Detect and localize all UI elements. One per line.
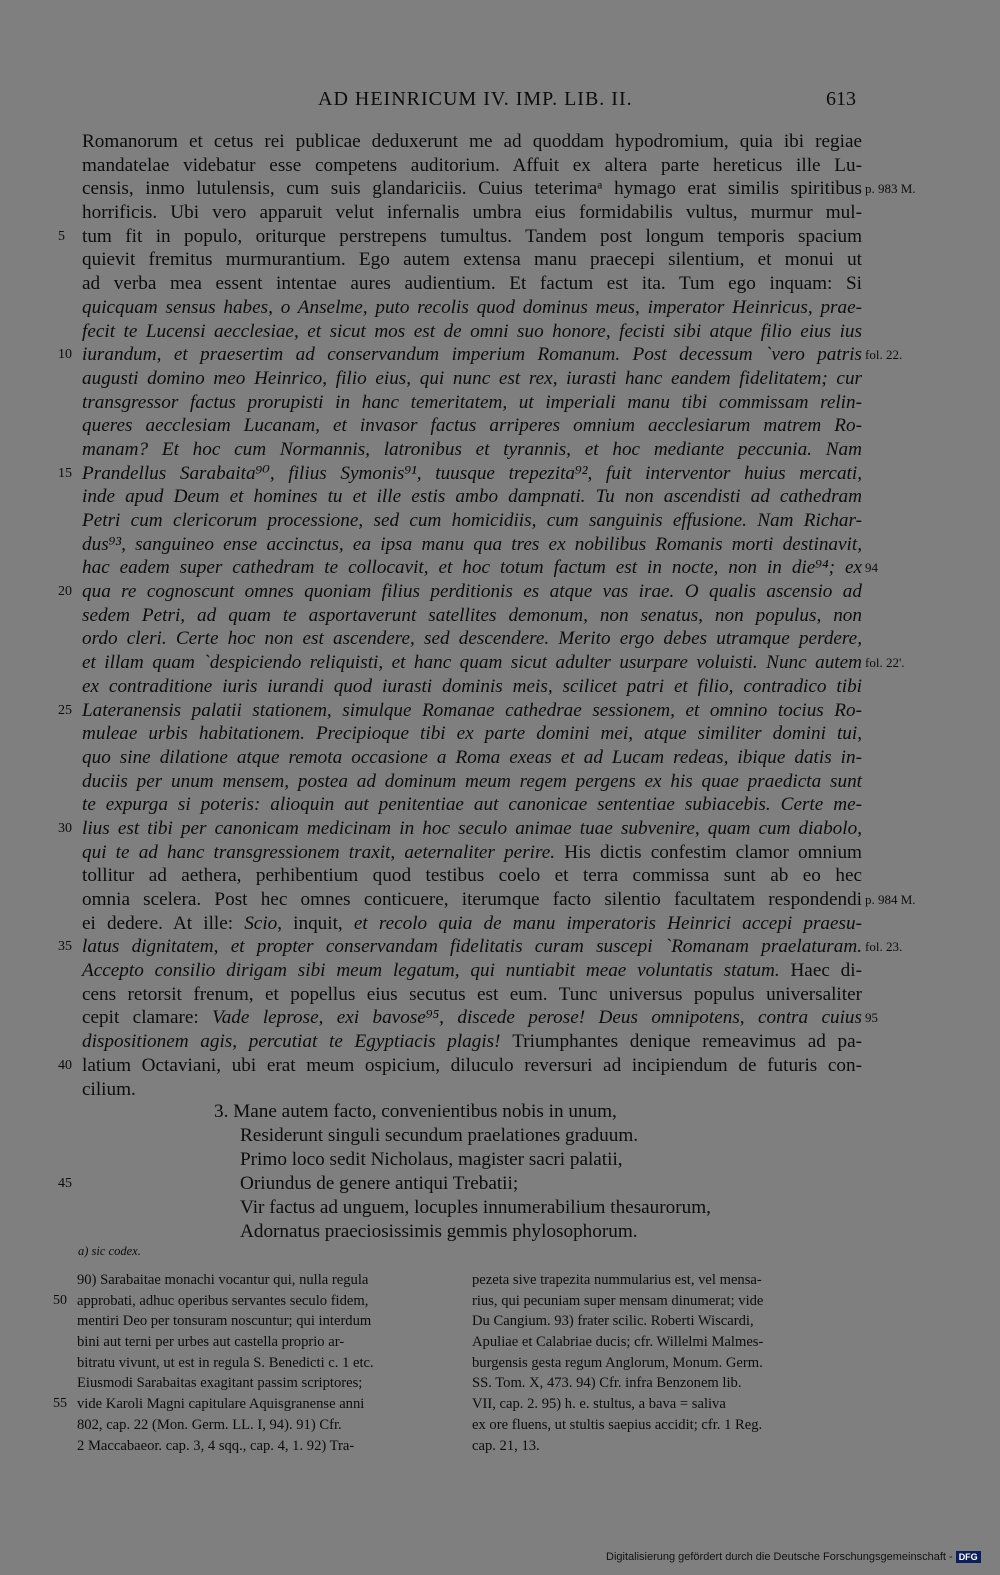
text-line: [82, 627, 862, 651]
footnotes-right-column: [472, 1270, 857, 1456]
text-line: [82, 1030, 862, 1054]
footnote-text: burgensis gesta regum Anglorum, Monum. Germ.: [472, 1354, 763, 1371]
verse-text: Primo loco sedit Nicholaus, magister sacri palatii,: [240, 1149, 623, 1170]
line-text: iurandum, et praesertim ad conservandum imperium Romanum. Post decessum `vero patris: [82, 344, 862, 366]
text-line: [82, 320, 862, 344]
line-text: tollitur ad aethera, perhibentium quod testibus coelo et terra commissa sunt ab eo hec: [82, 865, 862, 887]
line-text: te expurga si poteris: alioquin aut penitentiae aut canonicae sententiae subiacebis. Certe me-: [82, 794, 862, 816]
roman-segment: cepit clamare:: [82, 1007, 213, 1029]
text-line: [82, 248, 862, 272]
verse-line: [214, 1220, 814, 1244]
footnote-line: [77, 1353, 457, 1374]
line-text: quievit fremitus murmurantium. Ego autem extensa manu praecepi silentium, et monui ut: [82, 249, 862, 271]
line-text: ad verba mea essent intentae aures audientium. Et factum est ita. Tum ego inquam: Si: [82, 273, 862, 295]
text-line: [82, 770, 862, 794]
line-text: transgressor factus prorupisti in hanc temeritatem, ut imperiali manu tibi commissam relin-: [82, 391, 862, 413]
footnote-line: [472, 1436, 857, 1457]
text-line: [82, 746, 862, 770]
margin-note: p. 984 M.: [865, 892, 916, 907]
margin-note: fol. 22'.: [865, 655, 905, 671]
footer-credit: [606, 1551, 981, 1563]
text-line: [82, 793, 862, 817]
line-number: 55: [53, 1396, 67, 1412]
line-text: tum fit in populo, oriturque perstrepens tumultus. Tandem post longum temporis spacium: [82, 225, 862, 247]
text-line: [82, 959, 862, 983]
footnote-line: [472, 1291, 857, 1312]
text-line: [82, 604, 862, 628]
text-line: [82, 533, 862, 557]
text-line: [82, 912, 862, 936]
line-number: 25: [58, 702, 72, 718]
line-text: et illam quam `despiciendo reliquisti, et hanc quam sicut adulter usurpare voluisti. Nunc autem: [82, 652, 862, 674]
footnote-text: mentiri Deo per tonsuram noscuntur; qui interdum: [77, 1313, 372, 1330]
line-text: Prandellus Sarabaita⁹⁰, filius Symonis⁹¹, tuusque trepezita⁹², fuit interventor huius mercati,: [82, 462, 862, 484]
footnote-text: Eiusmodi Sarabaitas exagitant passim scriptores;: [77, 1375, 363, 1392]
footnote-a: a) sic codex.: [78, 1244, 141, 1258]
text-line: [58, 462, 862, 486]
margin-note: fol. 22.: [865, 347, 903, 363]
line-text: inde apud Deum et homines tu et ille estis ambo dampnati. Tu non ascendisti ad cathedram: [82, 486, 862, 508]
line-text: horrificis. Ubi vero apparuit velut infernalis umbra eius formidabilis vultus, murmur mul-: [82, 202, 862, 224]
text-line: [58, 343, 903, 367]
line-text: cilium.: [82, 1078, 136, 1100]
line-number: 40: [58, 1057, 72, 1073]
line-text: mandatelae videbatur esse competens auditorium. Affuit ex altera parte hereticus ille Lu-: [82, 154, 862, 176]
verse-line: [214, 1148, 814, 1172]
page-number: 613: [826, 88, 856, 110]
text-line: [58, 1054, 862, 1078]
footnote-text: 90) Sarabaitae monachi vocantur qui, nulla regula: [77, 1272, 369, 1288]
line-text: lius est tibi per canonicam medicinam in hoc seculo animae tuae subvenire, quam cum diabolo,: [82, 817, 862, 839]
line-text: sedem Petri, ad quam te asportaverunt satellites demonum, non senatus, non populus, non: [82, 604, 862, 626]
text-line: [58, 699, 862, 723]
footnote-text: cap. 21, 13.: [472, 1437, 540, 1454]
footnote-line: [77, 1436, 457, 1457]
verse-text: Residerunt singuli secundum praelationes graduum.: [240, 1125, 639, 1146]
line-number: 35: [58, 939, 72, 955]
text-line: [58, 817, 862, 841]
line-text: ex contraditione iuris iurandi quod iurasti dominis meis, scilicet patri et filio, contradico tibi: [82, 675, 862, 697]
margin-note: p. 983 M.: [865, 181, 916, 197]
text-line: [82, 296, 862, 320]
footnote-text: bitratu vivunt, ut est in regula S. Benedicti c. 1 etc.: [77, 1354, 374, 1371]
roman-segment: Triumphantes denique remeavimus ad pa-: [512, 1031, 862, 1053]
footnote-line: [77, 1311, 457, 1332]
footnote-text: 802, cap. 22 (Mon. Germ. LL. I, 94). 91) Cfr.: [77, 1416, 342, 1433]
text-line: [82, 509, 862, 533]
line-text: quo sine dilatione atque remota occasione a Roma exeas et ad Lucam redeas, ibique datis in-: [82, 746, 862, 768]
footnote-line: [77, 1270, 457, 1291]
line-text: quicquam sensus habes, o Anselme, puto recolis quod dominus meus, imperator Heinricus, prae-: [82, 296, 862, 318]
margin-note: 95: [865, 1010, 878, 1026]
line-text: manam? Et hoc cum Normannis, latronibus et tyrannis, et hoc mediante peccunia. Nam: [82, 438, 862, 460]
footer-text: Digitalisierung gefördert durch die Deutsche Forschungsgemeinschaft -: [606, 1551, 953, 1563]
line-text: [82, 1007, 862, 1028]
text-line: [82, 556, 878, 580]
italic-segment: qui te ad hanc transgressionem traxit, aeternaliter perire.: [82, 841, 565, 863]
italic-segment: Vade leprose, exi bavose⁹⁵, discede perose! Deus omnipotens, contra cuius: [212, 1007, 862, 1029]
verse-line: [58, 1172, 814, 1196]
line-text: Petri cum clericorum processione, sed cum homicidiis, cum sanguinis effusione. Nam Richar-: [82, 510, 862, 531]
text-line: [82, 722, 862, 746]
text-line: [82, 651, 905, 675]
footnote-line: [53, 1291, 457, 1312]
margin-note: fol. 23.: [865, 939, 903, 955]
running-title: AD HEINRICUM IV. IMP. LIB. II.: [318, 88, 633, 110]
line-text: queres aecclesiam Lucanam, et invasor factus arriperes omnium aecclesiarum matrem Ro-: [82, 415, 862, 437]
text-line: [82, 201, 862, 225]
page-header: [0, 88, 1000, 118]
footnote-line: [472, 1353, 857, 1374]
text-line: [82, 864, 862, 888]
text-line: [82, 841, 862, 865]
footnote-line: [472, 1415, 857, 1436]
text-line: [82, 1078, 862, 1102]
line-text: latus dignitatem, et propter conservandam fidelitatis curam suscepi `Romanam praelaturam.: [82, 936, 862, 958]
text-line: [58, 225, 862, 249]
line-number: 5: [58, 228, 65, 244]
footnotes-left-column: [53, 1270, 457, 1456]
text-line: [82, 154, 862, 178]
verse-line: [214, 1100, 814, 1124]
footnote-line: [472, 1311, 857, 1332]
footnote-line: [472, 1373, 857, 1394]
text-line: [82, 391, 862, 415]
verse-line: [214, 1196, 814, 1220]
text-line: [82, 983, 862, 1007]
line-number: 10: [58, 347, 72, 363]
roman-segment: ei dedere. At ille:: [82, 912, 245, 934]
footnote-text: vide Karoli Magni capitulare Aquisgranense anni: [77, 1396, 365, 1413]
footnote-line: [472, 1394, 857, 1415]
line-text: [82, 842, 862, 863]
verse-text: Adornatus praeciosissimis gemmis phylosophorum.: [240, 1221, 638, 1242]
line-text: fecit te Lucensi aecclesiae, et sicut mos est de omni suo honore, fecisti sibi atque filio eius ius: [82, 320, 862, 342]
footnote-text: 2 Maccabaeor. cap. 3, 4 sqq., cap. 4, 1. 92) Tra-: [77, 1437, 355, 1454]
verse-text: 3. Mane autem facto, convenientibus nobis in unum,: [214, 1101, 617, 1122]
roman-segment: Haec di-: [790, 960, 862, 982]
text-line: [82, 1006, 878, 1030]
line-text: hac eadem super cathedram te collocavit, et hoc totum factum est in nocte, non in die⁹⁴; ex: [82, 557, 862, 579]
italic-segment: dispositionem agis, percutiat te Egyptiacis plagis!: [82, 1031, 513, 1053]
line-text: [82, 913, 862, 934]
roman-segment: His dictis confestim clamor omnium: [564, 841, 862, 863]
footnote-text: pezeta sive trapezita nummularius est, vel mensa-: [472, 1272, 762, 1288]
line-text: dus⁹³, sanguineo ense accinctus, ea ipsa manu qua tres ex nobilibus Romanis morti destinavit,: [82, 533, 862, 555]
footnote-line: [77, 1332, 457, 1353]
line-text: ordo cleri. Certe hoc non est ascendere, sed descendere. Merito ergo debes utramque perdere,: [82, 628, 862, 650]
line-text: Lateranensis palatii stationem, simulque Romanae cathedrae sessionem, et omnino tocius Ro-: [82, 699, 862, 721]
roman-segment: , inquit,: [277, 912, 354, 934]
line-number: 50: [53, 1292, 67, 1308]
footnote-text: bini aut terni per urbes aut castella proprio ar-: [77, 1334, 345, 1351]
text-line: [58, 935, 903, 959]
footnote-line: [77, 1373, 457, 1394]
italic-segment: Accepto consilio dirigam sibi meum legatum, qui nuntiabit meae voluntatis statum.: [82, 960, 791, 982]
italic-segment: Scio: [244, 912, 278, 934]
text-line: [82, 177, 916, 201]
text-line: [82, 485, 862, 509]
text-line: [82, 414, 862, 438]
text-line: [82, 438, 862, 462]
line-text: augusti domino meo Heinrico, filio eius, qui nunc est rex, iurasti hanc eandem fidelitatem; cur: [82, 367, 862, 389]
line-text: latium Octaviani, ubi erat meum ospicium, diluculo reversuri ad incipiendum de futuris con-: [82, 1054, 862, 1076]
line-text: muleae urbis habitationem. Precipioque tibi ex parte domini mei, atque similiter domini tui,: [82, 723, 862, 745]
footnote-text: Du Cangium. 93) frater scilic. Roberti Wiscardi,: [472, 1313, 754, 1330]
italic-segment: et recolo quia de manu imperatoris Heinrici accepi praesu-: [353, 912, 862, 934]
line-text: Romanorum et cetus rei publicae deduxerunt me ad quoddam hypodromium, quia ibi regiae: [82, 131, 862, 152]
text-line: [82, 272, 862, 296]
line-text: duciis per unum mensem, postea ad dominum meum regem pergens ex his quae praedicta sunt: [82, 770, 862, 792]
footnote-text: VII, cap. 2. 95) h. e. stultus, a bava = saliva: [472, 1396, 726, 1413]
line-number: 30: [58, 820, 72, 836]
footnote-text: SS. Tom. X, 473. 94) Cfr. infra Benzonem lib.: [472, 1375, 742, 1392]
line-text: omnia scelera. Post hec omnes conticuere, iterumque facto silentio facultatem respondendi: [82, 889, 862, 910]
line-text: [82, 960, 862, 981]
verse-text: Oriundus de genere antiqui Trebatii;: [240, 1173, 519, 1194]
line-text: cens retorsit frenum, et popellus eius secutus est eum. Tunc universus populus universaliter: [82, 983, 862, 1005]
dfg-logo: DFG: [956, 1551, 981, 1563]
footnote-line: [472, 1270, 857, 1291]
footnote-text: Apuliae et Calabriae ducis; cfr. Willelmi Malmes-: [472, 1334, 764, 1351]
text-line: [82, 367, 862, 391]
verse-line: [214, 1124, 814, 1148]
line-text: censis, inmo lutulensis, cum suis glandariciis. Cuius teterimaᵃ hymago erat similis spiritibus: [82, 178, 862, 200]
footnote-line: [77, 1415, 457, 1436]
footnote-line: [472, 1332, 857, 1353]
line-text: [82, 1031, 862, 1052]
footnote-line: [53, 1394, 457, 1415]
text-line: [58, 580, 862, 604]
footnote-text: rius, qui pecuniam super mensam dinumerat; vide: [472, 1292, 764, 1309]
text-line: [82, 130, 862, 154]
line-text: qua re cognoscunt omnes quoniam filius perditionis es atque vas irae. O qualis ascensio ad: [82, 581, 862, 603]
margin-note: 94: [865, 560, 878, 576]
text-line: [82, 888, 916, 912]
line-number: 45: [58, 1176, 72, 1191]
text-line: [82, 675, 862, 699]
footnote-text: ex ore fluens, ut stultis saepius accidit; cfr. 1 Reg.: [472, 1416, 763, 1433]
verse-text: Vir factus ad unguem, locuples innumerabilium thesaurorum,: [240, 1197, 711, 1218]
verse-block: [58, 1100, 814, 1244]
line-number: 20: [58, 584, 72, 600]
main-text: [58, 130, 916, 1101]
footnote-text: approbati, adhuc operibus servantes seculo fidem,: [77, 1292, 369, 1309]
line-number: 15: [58, 465, 72, 481]
